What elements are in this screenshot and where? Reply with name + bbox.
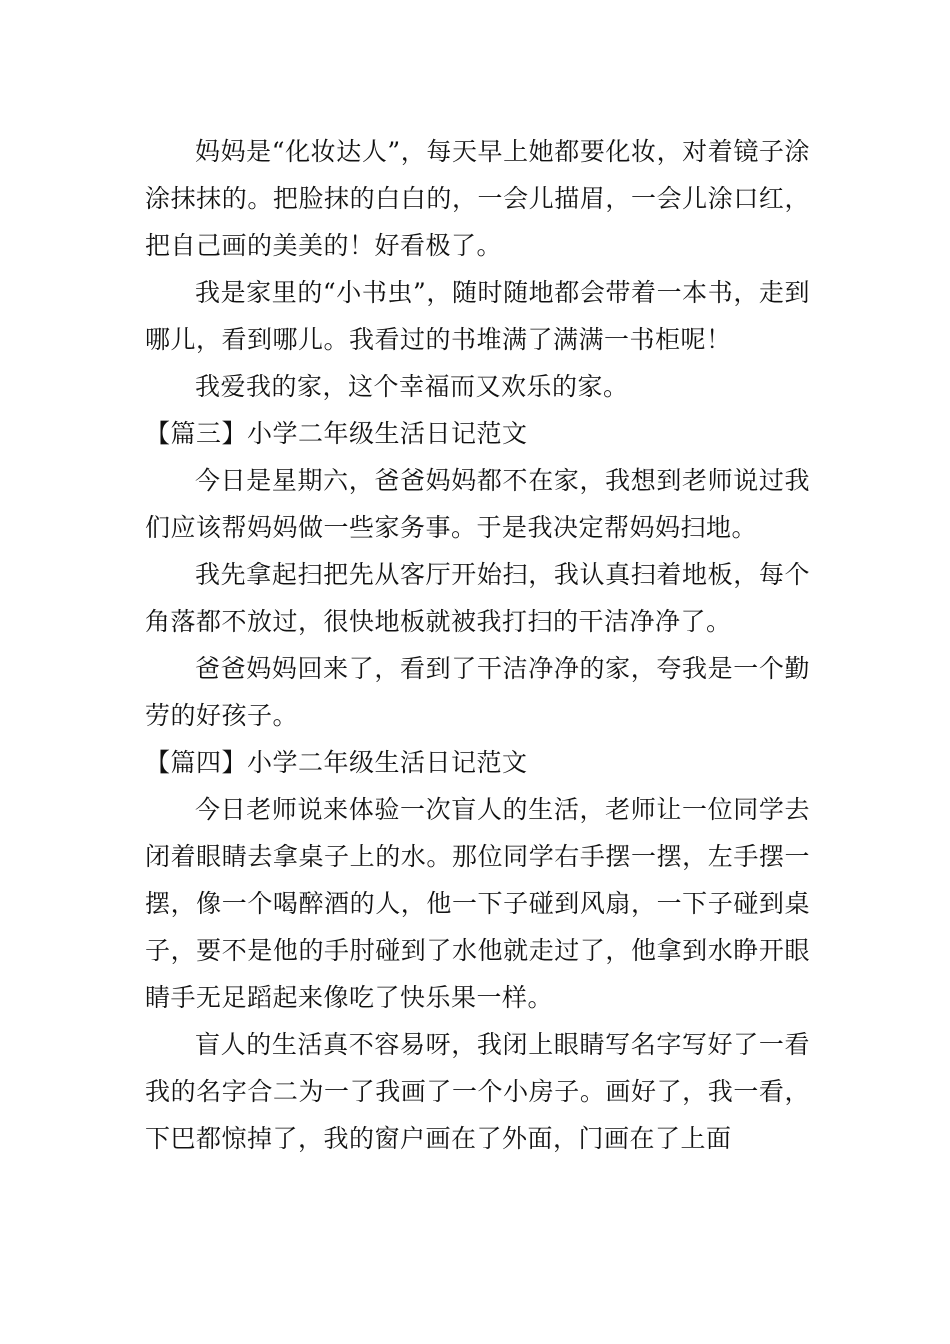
paragraph-saturday: 今日是星期六，爸爸妈妈都不在家，我想到老师说过我们应该帮妈妈做一些家务事。于是我决定帮妈妈扫地。 xyxy=(145,466,810,542)
paragraph-bookworm: 我是家里的“小书虫”，随时随地都会带着一本书，走到哪儿，看到哪儿。我看过的书堆满了满满一书柜呢！ xyxy=(145,278,810,354)
paragraph-mom-makeup: 妈妈是“化妆达人”，每天早上她都要化妆，对着镜子涂涂抹抹的。把脸抹的白白的，一会儿描眉，一会儿涂口红，把自己画的美美的！好看极了。 xyxy=(145,137,810,260)
paragraph-blind-experience: 今日老师说来体验一次盲人的生活，老师让一位同学去闭着眼睛去拿桌子上的水。那位同学右手摆一摆，左手摆一摆，像一个喝醉酒的人，他一下子碰到风扇，一下子碰到桌子，要不是他的手肘碰到了水他就走过了，他拿到水睁开眼睛手无足蹈起来像吃了快乐果一样。 xyxy=(145,795,810,1012)
section-heading-part-three: 【篇三】小学二年级生活日记范文 xyxy=(145,419,528,448)
paragraph-sweeping: 我先拿起扫把先从客厅开始扫，我认真扫着地板，每个角落都不放过，很快地板就被我打扫的干洁净净了。 xyxy=(145,560,810,636)
paragraph-parents-return: 爸爸妈妈回来了，看到了干洁净净的家，夸我是一个勤劳的好孩子。 xyxy=(145,654,810,730)
section-heading-part-four: 【篇四】小学二年级生活日记范文 xyxy=(145,748,528,777)
paragraph-love-home: 我爱我的家，这个幸福而又欢乐的家。 xyxy=(195,372,629,401)
document-page xyxy=(145,128,810,1162)
paragraph-blind-drawing: 盲人的生活真不容易呀，我闭上眼睛写名字写好了一看我的名字合二为一了我画了一个小房子。画好了，我一看，下巴都惊掉了，我的窗户画在了外面，门画在了上面 xyxy=(145,1030,810,1153)
